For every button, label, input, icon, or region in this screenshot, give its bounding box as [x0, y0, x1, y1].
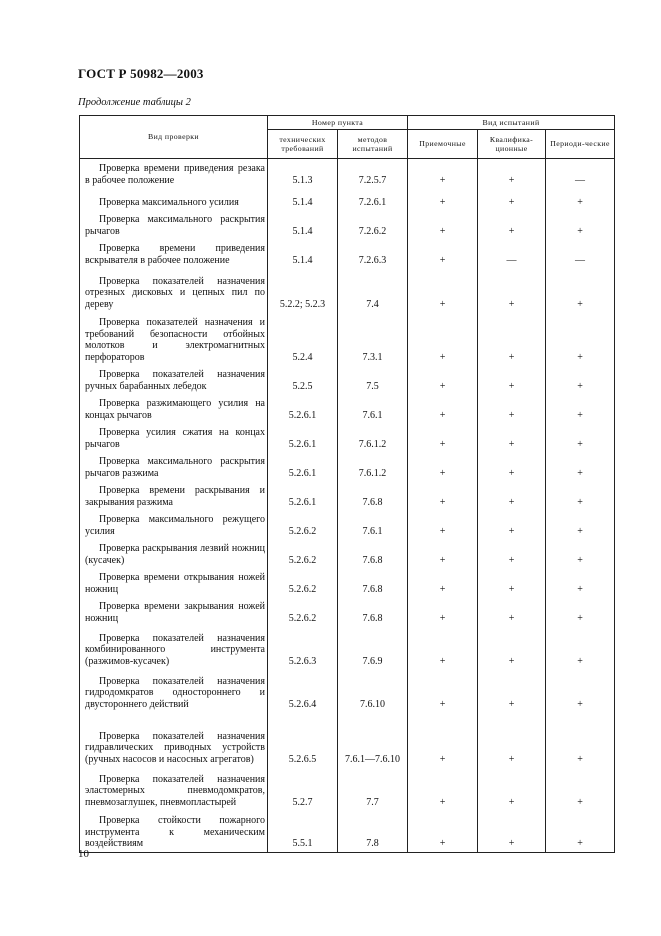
test-method-cell: 7.6.9 [338, 626, 408, 669]
table-row [80, 268, 615, 312]
check-name-cell [80, 810, 268, 852]
periodic-cell: + [546, 210, 615, 239]
document-title: ГОСТ Р 50982—2003 [78, 66, 204, 81]
check-name-cell [80, 394, 268, 423]
test-method-cell: 7.6.8 [338, 568, 408, 597]
test-method-cell: 7.6.8 [338, 597, 408, 626]
qualification-cell: + [478, 568, 546, 597]
acceptance-cell: + [408, 481, 478, 510]
header-test-type: Вид испытаний [408, 116, 615, 130]
check-name-cell [80, 268, 268, 312]
qualification-cell: + [478, 268, 546, 312]
tech-req-cell: 5.5.1 [268, 810, 338, 852]
test-method-cell: 7.6.1 [338, 394, 408, 423]
periodic-cell: — [546, 159, 615, 189]
periodic-cell: + [546, 810, 615, 852]
check-name-cell [80, 510, 268, 539]
check-name-cell [80, 767, 268, 810]
acceptance-cell: + [408, 239, 478, 268]
tech-req-cell: 5.2.2; 5.2.3 [268, 268, 338, 312]
tech-req-cell: 5.1.4 [268, 188, 338, 210]
tech-req-cell: 5.2.6.5 [268, 712, 338, 767]
acceptance-cell: + [408, 365, 478, 394]
acceptance-cell: + [408, 510, 478, 539]
inspection-table [79, 115, 615, 853]
table-body [80, 159, 615, 853]
tech-req-cell: 5.2.4 [268, 312, 338, 365]
check-name-cell [80, 188, 268, 210]
test-method-cell: 7.6.8 [338, 539, 408, 568]
header-item-number: Номер пункта [268, 116, 408, 130]
table-row [80, 669, 615, 712]
check-name: Проверка показателей назначения эластомерных пневмодомкратов, пневмозаглушек, пневмопластырей [85, 773, 265, 808]
test-method-cell: 7.6.1.2 [338, 423, 408, 452]
qualification-cell: + [478, 597, 546, 626]
check-name: Проверка показателей назначения и требований безопасности отбойных молотков и электромагнитных перфораторов [85, 317, 265, 363]
check-name: Проверка максимального усилия [99, 196, 239, 208]
table-row [80, 365, 615, 394]
periodic-cell: + [546, 312, 615, 365]
check-name: Проверка времени открывания ножей ножниц [85, 572, 265, 595]
header-acceptance: Приемочные [408, 130, 478, 159]
table-row [80, 188, 615, 210]
periodic-cell: + [546, 712, 615, 767]
check-name: Проверка разжимающего усилия на концах рычагов [85, 398, 265, 421]
test-method-cell: 7.3.1 [338, 312, 408, 365]
check-name: Проверка раскрывания лезвий ножниц (кусачек) [85, 543, 265, 566]
header-test-methods: методов испытаний [338, 130, 408, 159]
qualification-cell: + [478, 312, 546, 365]
check-name-cell [80, 239, 268, 268]
table-row [80, 626, 615, 669]
check-name: Проверка показателей назначения отрезных дисковых и цепных пил по дереву [85, 275, 265, 310]
periodic-cell: — [546, 239, 615, 268]
periodic-cell: + [546, 568, 615, 597]
periodic-cell: + [546, 188, 615, 210]
qualification-cell: + [478, 188, 546, 210]
qualification-cell: + [478, 365, 546, 394]
periodic-cell: + [546, 365, 615, 394]
test-method-cell: 7.6.1 [338, 510, 408, 539]
periodic-cell: + [546, 539, 615, 568]
qualification-cell: + [478, 539, 546, 568]
table-row [80, 312, 615, 365]
tech-req-cell: 5.2.6.1 [268, 394, 338, 423]
table-caption: Продолжение таблицы 2 [78, 97, 191, 108]
acceptance-cell: + [408, 188, 478, 210]
tech-req-cell: 5.2.6.4 [268, 669, 338, 712]
table-row [80, 210, 615, 239]
tech-req-cell: 5.1.3 [268, 159, 338, 189]
tech-req-cell: 5.2.6.3 [268, 626, 338, 669]
periodic-cell: + [546, 394, 615, 423]
test-method-cell: 7.7 [338, 767, 408, 810]
test-method-cell: 7.2.5.7 [338, 159, 408, 189]
check-name-cell [80, 452, 268, 481]
page-number: 10 [78, 848, 89, 860]
qualification-cell: + [478, 669, 546, 712]
header-qualification: Квалифика-ционные [478, 130, 546, 159]
acceptance-cell: + [408, 712, 478, 767]
tech-req-cell: 5.2.6.2 [268, 510, 338, 539]
tech-req-cell: 5.2.6.1 [268, 423, 338, 452]
check-name-cell [80, 597, 268, 626]
table-header [80, 116, 615, 159]
tech-req-cell: 5.1.4 [268, 210, 338, 239]
check-name-cell [80, 159, 268, 189]
test-method-cell: 7.5 [338, 365, 408, 394]
check-name-cell [80, 423, 268, 452]
periodic-cell: + [546, 767, 615, 810]
table-row [80, 568, 615, 597]
qualification-cell: + [478, 159, 546, 189]
qualification-cell: + [478, 210, 546, 239]
acceptance-cell: + [408, 669, 478, 712]
check-name: Проверка максимального режущего усилия [85, 514, 265, 537]
check-name-cell [80, 712, 268, 767]
periodic-cell: + [546, 423, 615, 452]
periodic-cell: + [546, 481, 615, 510]
qualification-cell: + [478, 510, 546, 539]
check-name-cell [80, 312, 268, 365]
check-name: Проверка времени раскрывания и закрывания разжима [85, 485, 265, 508]
acceptance-cell: + [408, 312, 478, 365]
header-tech-requirements: технических требований [268, 130, 338, 159]
check-name-cell [80, 626, 268, 669]
acceptance-cell: + [408, 452, 478, 481]
table-row [80, 481, 615, 510]
qualification-cell: + [478, 767, 546, 810]
tech-req-cell: 5.2.6.2 [268, 597, 338, 626]
check-name-cell [80, 481, 268, 510]
qualification-cell: + [478, 810, 546, 852]
periodic-cell: + [546, 597, 615, 626]
check-name: Проверка максимального раскрытия рычагов разжима [85, 456, 265, 479]
check-name: Проверка показателей назначения ручных барабанных лебедок [85, 369, 265, 392]
acceptance-cell: + [408, 568, 478, 597]
periodic-cell: + [546, 268, 615, 312]
table-row [80, 712, 615, 767]
header-periodic: Периоди-ческие [546, 130, 615, 159]
acceptance-cell: + [408, 159, 478, 189]
qualification-cell: — [478, 239, 546, 268]
acceptance-cell: + [408, 210, 478, 239]
qualification-cell: + [478, 423, 546, 452]
check-name: Проверка усилия сжатия на концах рычагов [85, 427, 265, 450]
periodic-cell: + [546, 452, 615, 481]
acceptance-cell: + [408, 539, 478, 568]
acceptance-cell: + [408, 423, 478, 452]
table-row [80, 159, 615, 189]
acceptance-cell: + [408, 597, 478, 626]
check-name-cell [80, 669, 268, 712]
periodic-cell: + [546, 669, 615, 712]
check-name: Проверка времени приведения вскрывателя в рабочее положение [85, 243, 265, 266]
table-row [80, 597, 615, 626]
test-method-cell: 7.2.6.3 [338, 239, 408, 268]
periodic-cell: + [546, 510, 615, 539]
test-method-cell: 7.6.10 [338, 669, 408, 712]
header-check-type: Вид проверки [80, 116, 268, 159]
tech-req-cell: 5.2.6.2 [268, 539, 338, 568]
tech-req-cell: 5.2.5 [268, 365, 338, 394]
tech-req-cell: 5.2.6.2 [268, 568, 338, 597]
acceptance-cell: + [408, 268, 478, 312]
table-row [80, 452, 615, 481]
table-row [80, 539, 615, 568]
table-row [80, 423, 615, 452]
acceptance-cell: + [408, 767, 478, 810]
check-name: Проверка времени закрывания ножей ножниц [85, 601, 265, 624]
qualification-cell: + [478, 712, 546, 767]
acceptance-cell: + [408, 394, 478, 423]
test-method-cell: 7.6.1—7.6.10 [338, 712, 408, 767]
test-method-cell: 7.4 [338, 268, 408, 312]
check-name: Проверка показателей назначения гидравлических приводных устройств (ручных насосов и насосных агрегатов) [85, 730, 265, 765]
qualification-cell: + [478, 481, 546, 510]
tech-req-cell: 5.2.6.1 [268, 452, 338, 481]
tech-req-cell: 5.2.6.1 [268, 481, 338, 510]
table-row [80, 810, 615, 852]
qualification-cell: + [478, 626, 546, 669]
acceptance-cell: + [408, 810, 478, 852]
check-name-cell [80, 539, 268, 568]
acceptance-cell: + [408, 626, 478, 669]
tech-req-cell: 5.2.7 [268, 767, 338, 810]
table-row [80, 510, 615, 539]
check-name-cell [80, 365, 268, 394]
test-method-cell: 7.6.8 [338, 481, 408, 510]
test-method-cell: 7.8 [338, 810, 408, 852]
table-row [80, 239, 615, 268]
test-method-cell: 7.2.6.2 [338, 210, 408, 239]
test-method-cell: 7.2.6.1 [338, 188, 408, 210]
qualification-cell: + [478, 394, 546, 423]
check-name: Проверка стойкости пожарного инструмента к механическим воздействиям [85, 815, 265, 849]
check-name-cell [80, 210, 268, 239]
table-row [80, 394, 615, 423]
check-name: Проверка времени приведения резака в рабочее положение [85, 163, 265, 186]
check-name: Проверка показателей назначения гидродомкратов одностороннего и двустороннего действий [85, 675, 265, 710]
periodic-cell: + [546, 626, 615, 669]
table-row [80, 767, 615, 810]
check-name: Проверка показателей назначения комбинированного инструмента (разжимов-кусачек) [85, 632, 265, 667]
qualification-cell: + [478, 452, 546, 481]
tech-req-cell: 5.1.4 [268, 239, 338, 268]
check-name-cell [80, 568, 268, 597]
check-name: Проверка максимального раскрытия рычагов [85, 214, 265, 237]
test-method-cell: 7.6.1.2 [338, 452, 408, 481]
